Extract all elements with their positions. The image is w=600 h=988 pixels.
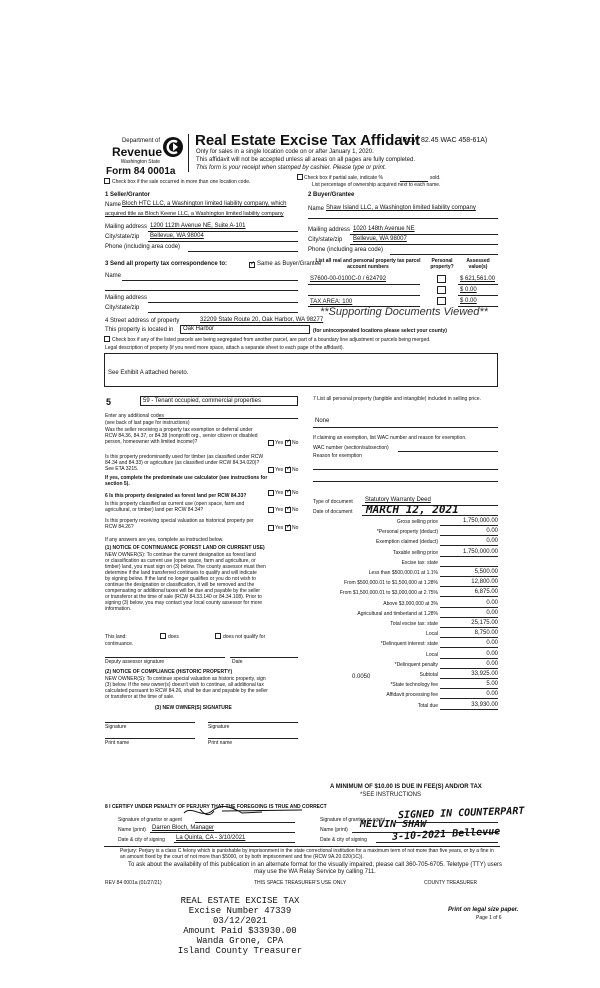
s6-q2-yes-checkbox[interactable] (268, 507, 274, 513)
does-not-qualify-checkbox[interactable] (215, 633, 221, 639)
minimum-fee-note: A MINIMUM OF $10.00 IS DUE IN FEE(S) AND/OR TAX (330, 784, 482, 790)
stamp-line: 03/12/2021 (212, 916, 267, 926)
exemption-label: If claiming an exemption, list WAC number and reason for exemption. (313, 435, 467, 441)
does-label: does (168, 634, 179, 640)
notice-1-line: continue the designation or classification, it will be removed and the (105, 582, 255, 588)
section-5-q2: Is this property predominantly used for timber (as classified under RCW 84.34 and 84.33) or agriculture (as classified under RCW 84.34.020)? See ETA 3215. (105, 454, 264, 472)
s6-q1-no-checkbox[interactable]: ✓ (286, 489, 292, 495)
grantor-name-value[interactable]: Darren Bloch, Manager (152, 825, 215, 831)
notice-1-line: determine if the land transferred continues to qualify and will indicate (105, 570, 257, 576)
grantee-name-label: Name (print) (320, 827, 348, 833)
s5-q2-no-checkbox[interactable]: ✓ (286, 466, 292, 472)
notice-2-line: NEW OWNER(S): To continue special valuation as historic property, sign (105, 676, 266, 682)
located-label: This property is located in (105, 327, 174, 333)
continuance-label: continuance. (105, 641, 134, 647)
assessed-value-2[interactable]: $ 0.00 (460, 287, 477, 293)
alternate-format-notice: To ask about the availability of this publication in an alternate format for the visually impaired, please call 360-705-6705. Teletype (TTY) users may use the WA Relay Service by calling 711. (127, 862, 503, 875)
notice-1-title: (1) NOTICE OF CONTINUANCE (FOREST LAND OR CURRENT USE) (105, 545, 265, 551)
seller-mail-label: Mailing address (105, 224, 148, 230)
see-instructions-note: *SEE INSTRUCTIONS (360, 792, 422, 798)
notice-1-line: or transferor at the time of sale (RCW 84.33.140 or 84.34.108). Prior to (105, 594, 262, 600)
revision-label: REV 84 0001a (01/27/21) (105, 880, 162, 886)
s6-q2-no-checkbox[interactable]: ✓ (286, 506, 292, 512)
s6-q3-no-label: No (292, 525, 299, 531)
land-use-code-value: 59 - Tenant occupied, commercial properties (143, 398, 261, 404)
grantor-date-value[interactable]: La Quinta, CA - 3/10/2021 (176, 835, 246, 841)
same-as-buyer-label: Same as Buyer/Grantee (257, 261, 322, 267)
see-back-label: (see back of last page for instructions) (105, 420, 190, 426)
section-5-number: 5 (106, 397, 112, 407)
correspondence-mail-label: Mailing address (105, 295, 148, 301)
grantee-date-value[interactable]: 3-10-2021 Bellevue (391, 826, 501, 843)
s5-q1-no-checkbox[interactable]: ✓ (286, 439, 292, 445)
tax-row-label: Excise tax: state (401, 559, 438, 566)
form-number: Form 84 0001a (106, 166, 176, 177)
buyer-mail-value[interactable]: 1020 148th Avenue NE (353, 226, 415, 232)
notice-1-line: signing (3) below, you may contact your local county assessor for more (105, 600, 263, 606)
revenue-label: Revenue (111, 145, 162, 159)
location-select[interactable] (180, 325, 310, 334)
tax-row-value[interactable]: 8,750.00 (474, 630, 498, 637)
buyer-phone-label: Phone (including area code) (308, 247, 384, 253)
s5-q1-yes-label: Yes (275, 440, 284, 446)
percentage-note: List percentage of ownership acquired next to each name. (312, 182, 441, 188)
form-title: Real Estate Excise Tax Affidavit (195, 132, 421, 149)
doc-type-value[interactable]: Statutory Warranty Deed (365, 497, 431, 503)
grantee-date-label: Date & city of signing (320, 837, 367, 843)
doc-date-value[interactable]: MARCH 12, 2021 (366, 503, 459, 516)
correspondence-heading: 3 Send all property tax correspondence to: (105, 261, 228, 267)
owner-print-1-label: Print name (105, 740, 130, 746)
legal-description-field[interactable] (104, 353, 498, 387)
notice-2-title: (2) NOTICE OF COMPLIANCE (HISTORIC PROPERTY) (105, 669, 233, 675)
notice-1-line: NEW OWNER(S): To continue the current designation as forest land (105, 552, 256, 558)
seller-heading: 1 Seller/Grantor (105, 192, 151, 198)
county-treasurer-label: COUNTY TREASURER (424, 880, 478, 886)
tax-row-value[interactable]: 0.00 (486, 650, 498, 657)
seller-mail-value[interactable]: 1200 112th Avenue NE, Suite A-101 (150, 223, 246, 229)
parcel-col-header: List all real and personal property tax parcel account numbers (315, 258, 421, 270)
seller-name-value[interactable]: Bloch HTC LLC, a Washington limited liability company, which (122, 201, 287, 207)
header-line-1: Only for sales in a single location code on or after January 1, 2020. (196, 149, 374, 155)
buyer-mail-label: Mailing address (308, 227, 351, 233)
tax-row-value[interactable]: 0.00 (486, 660, 498, 667)
same-as-buyer-checkbox[interactable]: ✓ (250, 261, 256, 267)
s6-q3-no-checkbox[interactable]: ✓ (286, 524, 292, 530)
multi-location-label: Check box if the sale occurred in more than one location code. (112, 179, 251, 185)
seller-city-value[interactable]: Bellevue, WA 98004 (150, 233, 204, 239)
deputy-date-label: Date (232, 659, 243, 665)
s6-q1-no-label: No (292, 490, 299, 496)
section-7-heading: 7 List all personal property (tangible and intangible) included in selling price. (313, 396, 481, 402)
revenue-logo-icon (162, 136, 184, 158)
tax-row-label: Local (426, 631, 438, 638)
stamp-line: Wanda Grone, CPA (196, 936, 284, 946)
tax-row-label: Affidavit processing fee (386, 692, 438, 699)
tax-row-value[interactable]: 33,930.00 (471, 701, 498, 708)
personal-property-checkbox-2[interactable] (437, 286, 446, 294)
tax-row-value[interactable]: 5.00 (486, 681, 498, 688)
parcel-number-1[interactable]: S7600-00-0100C-0 / 624792 (310, 276, 387, 282)
tax-row-value[interactable]: 6,875.00 (474, 589, 498, 596)
section-6-q4: If any answers are yes, complete as instructed below. (105, 537, 224, 543)
washington-label: Washington State (120, 159, 160, 165)
header-line-2: This affidavit will not be accepted unless all areas on all pages are fully completed. (196, 157, 416, 163)
seller-city-label: City/state/zip (105, 234, 140, 240)
owner-signature-1-label: Signature (105, 724, 127, 730)
tax-row-value[interactable]: 1,750,000.00 (462, 548, 498, 555)
location-value: Oak Harbor (183, 326, 215, 332)
grantor-signature-label: Signature of grantor or agent (118, 817, 182, 823)
tax-row-label: Exemption claimed (deduct) (376, 539, 438, 546)
partial-sale-checkbox[interactable] (297, 174, 303, 180)
section-6-q3: Is this property receiving special valuation as historical property per RCW 84.26? (105, 518, 254, 530)
grantor-signature-scribble (182, 805, 332, 819)
located-note: (for unincorporated locations please select your county) (313, 328, 447, 334)
s5-q1-yes-checkbox[interactable] (268, 440, 274, 446)
buyer-city-value[interactable]: Bellevue, WA 98007 (353, 236, 407, 242)
assessed-value-col-header: Assessed value(s) (466, 258, 490, 270)
tax-row-value[interactable]: 0.00 (486, 599, 498, 606)
land-use-code-select[interactable] (140, 396, 298, 406)
s6-q1-yes-checkbox[interactable] (268, 490, 274, 496)
tax-row-label: *Delinquent interest: state (380, 641, 438, 648)
additional-codes-label: Enter any additional codes (105, 413, 164, 419)
tax-row-label: Above $3,000,000 at 3% (383, 600, 438, 607)
personal-property-value[interactable]: None (315, 418, 330, 424)
notice-1-line: timber) land, you must sign on (3) below. The county assessor must then (105, 564, 266, 570)
deputy-signature-label: Deputy assessor signature (105, 659, 165, 665)
legal-desc-label: Legal description of property (if you need more space, attach a separate sheet to each page of the affidavit). (105, 345, 344, 351)
doc-date-label: Date of document (313, 509, 353, 515)
s6-q3-yes-checkbox[interactable] (268, 525, 274, 531)
s5-q2-yes-label: Yes (275, 467, 284, 473)
doc-type-label: Type of document (313, 499, 353, 505)
notice-1-line: compensating or additional taxes will be due and payable by the seller (105, 588, 261, 594)
local-rate: 0.0050 (352, 674, 371, 680)
tax-row-value[interactable]: 0.00 (486, 538, 498, 545)
treasurer-stamp (170, 896, 310, 956)
multi-location-checkbox[interactable] (104, 178, 110, 184)
s5-q2-yes-checkbox[interactable] (268, 467, 274, 473)
buyer-name-value[interactable]: Shaw Island LLC, a Washington limited liability company (326, 205, 476, 211)
grantee-signature-value[interactable]: SIGNED IN COUNTERPART (397, 805, 525, 822)
notice-1-line: or classification as current use (open space, farm and agriculture, or (105, 558, 256, 564)
perjury-notice: Perjury: Perjury is a class C felony which is punishable by imprisonment in the state correctional institution for a maximum term of not more than five years, or by a fine in an amount fixed by the court of not more than $5000, or by both imprisonment and fine (RCW 9A.20.020(1C)). (120, 848, 494, 860)
header-line-3: This form is your receipt when stamped by cashier. Please type or print. (196, 165, 387, 171)
tax-row-label: Subtotal (419, 672, 438, 678)
tax-row-label: Local (426, 651, 438, 658)
tax-row-label: *State technology fee (390, 682, 438, 689)
legal-size-note: Print on legal size paper. (448, 907, 519, 913)
tax-row-label: From $1,500,000.01 to $3,000,000 at 2.75% (339, 590, 438, 597)
grantee-name-value[interactable]: MELVIN SHAW (360, 819, 427, 830)
tax-row-label: Gross selling price (396, 519, 438, 525)
street-label: 4 Street address of property (105, 318, 180, 324)
supporting-docs-stamp: **Supporting Documents Viewed** (320, 306, 488, 318)
tax-row-value[interactable]: 5,500.00 (474, 569, 498, 575)
does-not-label: does not qualify for (223, 634, 266, 640)
buyer-city-label: City/state/zip (308, 237, 343, 243)
tax-row-value[interactable]: 33,925.00 (471, 671, 498, 677)
s6-q1-yes-label: Yes (275, 490, 284, 496)
s6-q3-yes-label: Yes (275, 525, 284, 531)
partial-sale-label: Check box if partial sale, indicate % (304, 175, 383, 181)
segregated-checkbox[interactable] (104, 336, 110, 342)
grantor-date-label: Date & city of signing (118, 837, 165, 843)
tax-row-value[interactable]: 1,750,000.00 (462, 518, 498, 524)
page-number: Page 1 of 6 (476, 915, 502, 921)
new-owner-sig-title: (3) NEW OWNER(S) SIGNATURE (155, 705, 232, 711)
section-5-q3: If yes, complete the predominate use calculator (see instructions for section 5). (105, 475, 268, 487)
certify-statement: 8 I CERTIFY UNDER PENALTY OF PERJURY THAT THE FOREGOING IS TRUE AND CORRECT (105, 804, 327, 810)
this-land-label: This land: (105, 634, 127, 640)
grantee-signature-label: Signature of grantee or agent (320, 817, 386, 823)
section-6-q2: Is this property classified as current use (open space, farm and agricultural, or timber) land per RCW 84.34? (105, 501, 245, 513)
form-rcw: (RCW 82.45 WAC 458-61A) (400, 137, 488, 144)
owner-signature-2-label: Signature (208, 724, 230, 730)
tax-row-value[interactable]: 12,800.00 (471, 579, 498, 586)
tax-row-label: From $500,000.01 to $1,500,000 at 1.28% (344, 580, 438, 587)
notice-2-line: calculated pursuant to RCW 84.26, shall be due and payable by the seller (105, 688, 268, 694)
s6-q2-no-label: No (292, 507, 299, 513)
personal-property-checkbox-3[interactable] (437, 297, 446, 305)
stamp-line: REAL ESTATE EXCISE TAX (180, 896, 300, 906)
dept-label: Department of (121, 138, 160, 144)
treasurer-use-label: THIS SPACE TREASURER'S USE ONLY (254, 880, 347, 886)
correspondence-name-label: Name (105, 273, 122, 279)
assessed-value-3[interactable]: $ 0.00 (460, 298, 477, 304)
seller-phone-label: Phone (including area code) (105, 244, 181, 250)
assessed-value-1[interactable]: $ 621,561.00 (460, 276, 496, 282)
section-5-q1: Was the seller receiving a property tax exemption or deferral under RCW 84.36, 84.37, or 84.38 (nonprofit org., senior citizen or disabled person, homeowner with limited income)? (105, 427, 258, 445)
seller-name-value-2[interactable]: acquired title as Bloch Keene LLC, a Washington limited liability company (105, 211, 284, 217)
stamp-line: Island County Treasurer (177, 946, 303, 956)
stamp-line: Amount Paid $33930.00 (183, 926, 297, 936)
s5-q1-no-label: No (292, 440, 299, 446)
buyer-name-label: Name (308, 206, 325, 212)
section-6-q1: 6 Is this property designated as forest land per RCW 84.33? (105, 493, 247, 499)
parcel-number-3[interactable]: TAX AREA: 100 (310, 299, 353, 305)
segregated-label: Check box if any of the listed parcels are being segregated from another parcel, are part of a boundary line adjustment or parcels being merged. (112, 337, 431, 343)
correspondence-city-label: City/state/zip (105, 305, 140, 311)
seller-name-label: Name (105, 202, 122, 208)
buyer-heading: 2 Buyer/Grantee (308, 192, 355, 198)
does-qualify-checkbox[interactable] (160, 633, 166, 639)
street-value[interactable]: 32209 State Route 20, Oak Harbor, WA 98277 (200, 317, 324, 323)
notice-1-line: information. (105, 606, 132, 612)
tax-row-label: Agricultural and timberland at 1.28% (357, 610, 438, 617)
personal-property-checkbox-1[interactable] (437, 275, 446, 283)
tax-row-value[interactable]: 0.00 (486, 640, 498, 647)
notice-2-line: or transferor at the time of sale. (105, 694, 175, 700)
tax-row-label: Total excise tax: state (390, 621, 438, 627)
notice-1-line: by signing below. If the land no longer qualifies or you do not wish to (105, 576, 256, 582)
stamp-line: Excise Number 47339 (188, 906, 292, 916)
wac-label: WAC number (section/subsection) (313, 445, 389, 451)
grantor-name-label: Name (print) (118, 827, 146, 833)
tax-row-value[interactable]: 25,175.00 (471, 620, 498, 626)
personal-property-col-header: Personal property? (430, 258, 454, 270)
tax-row-label: Total due (417, 702, 438, 709)
tax-row-label: *Delinquent penalty (394, 661, 438, 668)
reason-label: Reason for exemption (313, 453, 362, 459)
tax-row-value[interactable]: 0.00 (486, 691, 498, 698)
tax-row-label: *Personal property (deduct) (376, 529, 438, 536)
owner-print-2-label: Print name (208, 740, 233, 746)
s6-q2-yes-label: Yes (275, 507, 284, 513)
tax-row-value[interactable]: 0.00 (486, 528, 498, 535)
s5-q2-no-label: No (292, 467, 299, 473)
sold-label: sold. (430, 175, 441, 181)
notice-2-line: (3) below. If the new owner(s) doesn't wish to continue, all additional tax (105, 682, 264, 688)
tax-row-value[interactable]: 0.00 (486, 609, 498, 616)
legal-description-value: See Exhibit A attached hereto. (108, 370, 189, 376)
tax-row-label: Less than $500,000.01 at 1.1% (368, 570, 438, 576)
tax-row-label: Taxable selling price (392, 549, 438, 556)
